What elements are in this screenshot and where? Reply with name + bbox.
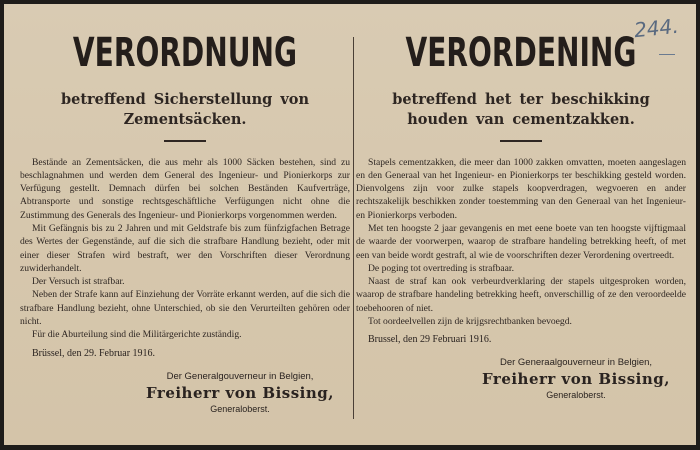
- archive-number: 244.: [632, 13, 680, 43]
- german-paragraph: Neben der Strafe kann auf Einziehung der Vorräte erkannt werden, auf die sich die strafbare Handlung bezieht, ohne Unterschied, ob sie den Verurteilten gehören oder nicht.: [20, 289, 350, 328]
- german-signature-rank: Generaloberst.: [210, 403, 270, 414]
- german-signature: [130, 371, 350, 414]
- german-signature-name: Freiherr von Bissing,: [146, 383, 334, 402]
- dutch-signature-rank: Generaloberst.: [546, 390, 606, 401]
- german-column: [20, 4, 350, 414]
- dutch-title: VERORDENING: [405, 30, 637, 76]
- german-paragraph: Mit Gefängnis bis zu 2 Jahren und mit Geldstrafe bis zum fünfzigfachen Betrage des Wertes der Gegenstände, auf die sich die strafbare Handlung bezieht, oder mit einer dieser Strafen wird bestraft, wer den Vorschriften dieser Verordnung zuwiderhandelt.: [20, 222, 350, 274]
- dutch-paragraph: De poging tot overtreding is strafbaar.: [368, 262, 514, 274]
- column-divider: [353, 37, 354, 419]
- dutch-signature: [466, 357, 686, 400]
- dutch-signature-name: Freiherr von Bissing,: [482, 370, 670, 389]
- german-paragraph: Für die Aburteilung sind die Militärgerichte zuständig.: [32, 329, 242, 341]
- german-subtitle-line1: betreffend Sicherstellung von: [60, 91, 309, 108]
- german-title: VERORDNUNG: [72, 30, 298, 76]
- german-signature-role: Der Generalgouverneur in Belgien,: [166, 370, 314, 382]
- german-subtitle: [20, 90, 350, 130]
- dutch-paragraph: Naast de straf kan ook verbeurdverklaring der stapels uitgesproken worden, waarop de strafbare handeling betrekking heeft, onverschillig of ze den veroordeelde toebehooren of niet.: [356, 276, 686, 314]
- dutch-column: [356, 4, 686, 400]
- german-date: Brüssel, den 29. Februar 1916.: [32, 347, 156, 359]
- dutch-subtitle-line1: betreffend het ter beschikking: [392, 91, 650, 108]
- dutch-date: Brussel, den 29 Februari 1916.: [368, 334, 492, 346]
- dutch-subtitle-line2: houden van cementzakken.: [407, 111, 635, 128]
- dutch-paragraph: Tot oordeelvellen zijn de krijgsrechtbanken bevoegd.: [368, 316, 572, 328]
- dutch-body: [356, 156, 686, 329]
- german-paragraph: Der Versuch ist strafbar.: [32, 276, 125, 288]
- dutch-subtitle: [356, 90, 686, 130]
- dutch-title-rule: [500, 140, 542, 142]
- dutch-paragraph: Stapels cementzakken, die meer dan 1000 zakken omvatten, moeten aangeslagen en den Generaal van het Ingenieur- en Pionierkorps ter beschikking gesteld worden. Dienvolgens zijn voor zulke stapels koopverdragen, wegvoeren en ander rechtszakelijk beschikken zonder toestemming van den Generaal van het Ingenieur- en Pionierkorps verboden.: [356, 156, 686, 221]
- dutch-signature-role: Der Generaalgouverneur in Belgien,: [499, 357, 653, 369]
- german-body: [20, 156, 350, 342]
- german-subtitle-line2: Zementsäcken.: [123, 111, 247, 128]
- german-paragraph: Bestände an Zementsäcken, die aus mehr als 1000 Säcken bestehen, sind zu beschlagnahmen und werden dem General des Ingenieur- und Pionierkorps zur Verfügung gestellt. Demnach dürfen bei solchen Beständen Kaufverträge, Abtransporte und sonstige rechtsgeschäftliche Verfügungen nicht ohne die Zustimmung des Generals des Ingenieur- und Pionierkorps vorgenommen werden.: [20, 156, 350, 221]
- dutch-paragraph: Met ten hoogste 2 jaar gevangenis en met eene boete van ten hoogste vijftigmaal de waarde der voorwerpen, waarop de strafbare handeling betrekking heeft, of met een van beide wordt gestraft, al wie de voorschriften dezer Verordening overtreedt.: [356, 222, 686, 261]
- german-title-rule: [164, 140, 206, 142]
- poster-sheet: [4, 4, 696, 445]
